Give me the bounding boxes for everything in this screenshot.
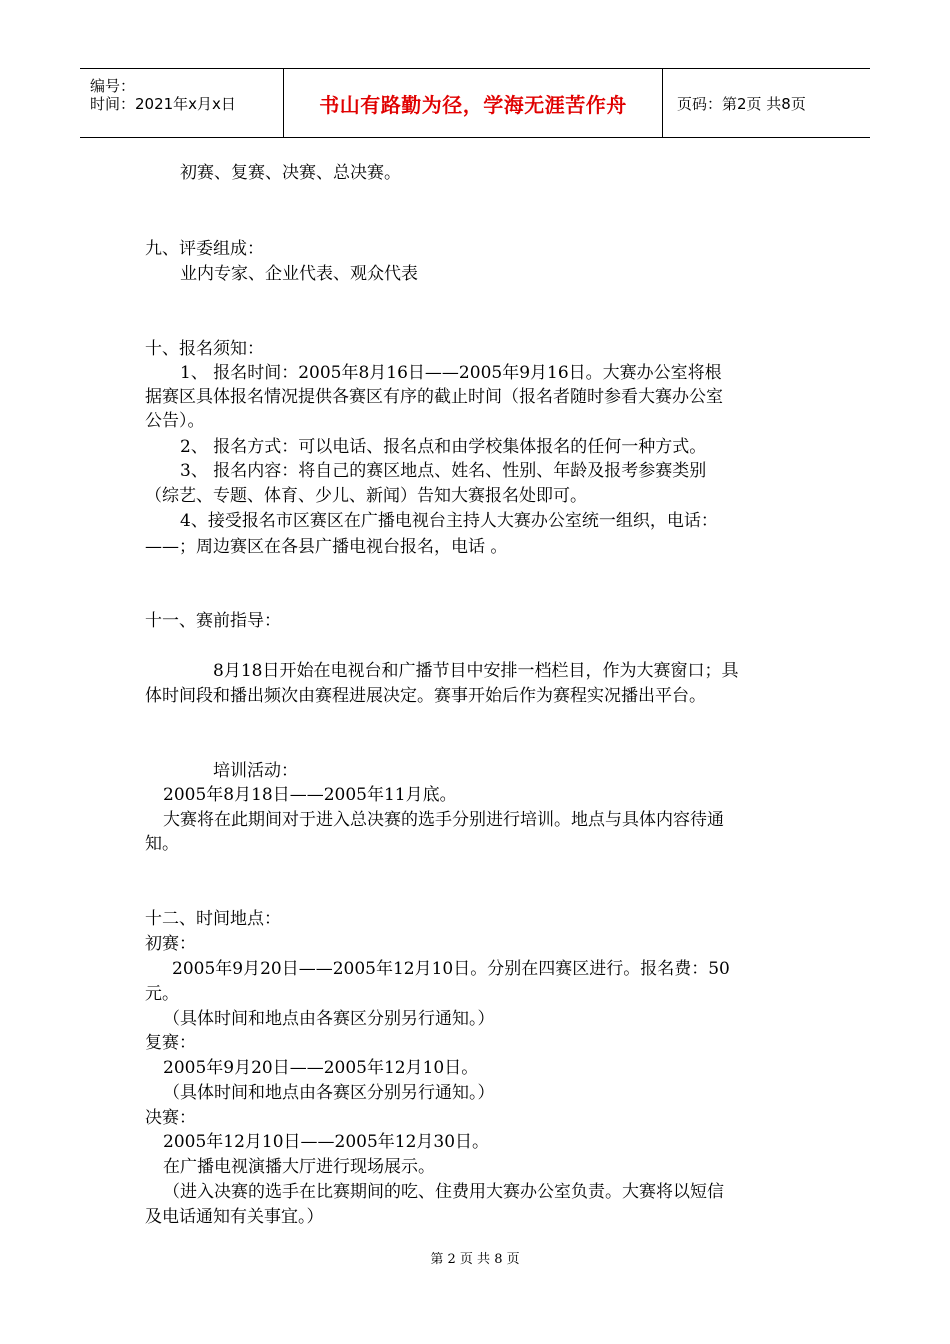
motto-text: 书山有路勤为径，学海无涯苦作舟 bbox=[319, 92, 627, 117]
paragraph-line: 2、 报名方式：可以电话、报名点和由学校集体报名的任何一种方式。 bbox=[180, 437, 707, 457]
paragraph-line: 4、接受报名市区赛区在广播电视台主持人大赛办公室统一组织，电话： bbox=[180, 511, 718, 531]
paragraph-line: 大赛将在此期间对于进入总决赛的选手分别进行培训。地点与具体内容待通 bbox=[163, 810, 724, 830]
paragraph-line: （进入决赛的选手在比赛期间的吃、住费用大赛办公室负责。大赛将以短信 bbox=[163, 1182, 724, 1202]
paragraph-line: 1、 报名时间：2005年8月16日——2005年9月16日。大赛办公室将根 bbox=[180, 363, 722, 383]
paragraph-line: 在广播电视演播大厅进行现场展示。 bbox=[163, 1157, 435, 1177]
paragraph-line: ——；周边赛区在各县广播电视台报名，电话 。 bbox=[145, 537, 508, 557]
paragraph-line: （具体时间和地点由各赛区分别另行通知。） bbox=[163, 1083, 495, 1103]
page-header bbox=[80, 68, 870, 138]
date-line: 时间：2021年x月x日 bbox=[90, 95, 236, 113]
paragraph-line: 知。 bbox=[145, 834, 179, 854]
subheading: 初赛： bbox=[145, 934, 196, 954]
header-meta-cell bbox=[80, 69, 284, 137]
paragraph-line: 8月18日开始在电视台和广播节目中安排一档栏目，作为大赛窗口；具 bbox=[213, 661, 739, 681]
paragraph-line: 元。 bbox=[145, 984, 179, 1004]
section-heading: 九、评委组成： bbox=[145, 239, 264, 259]
paragraph-line: 3、 报名内容：将自己的赛区地点、姓名、性别、年龄及报考参赛类别 bbox=[180, 461, 707, 481]
paragraph-line: 体时间段和播出频次由赛程进展决定。赛事开始后作为赛程实况播出平台。 bbox=[145, 686, 706, 706]
section-heading: 十、报名须知： bbox=[145, 339, 264, 359]
motto-cell bbox=[284, 69, 663, 137]
paragraph-line: 及电话通知有关事宜。） bbox=[145, 1207, 324, 1227]
paragraph-line: 据赛区具体报名情况提供各赛区有序的截止时间（报名者随时参看大赛办公室 bbox=[145, 387, 723, 407]
paragraph-line: 2005年8月18日——2005年11月底。 bbox=[163, 785, 457, 805]
paragraph-line: 2005年9月20日——2005年12月10日。分别在四赛区进行。报名费：50 bbox=[172, 959, 730, 979]
page-info: 页码：第2页 共8页 bbox=[677, 94, 806, 113]
paragraph-line: 初赛、复赛、决赛、总决赛。 bbox=[180, 163, 401, 183]
page-info-cell bbox=[663, 69, 870, 137]
paragraph-line: 业内专家、企业代表、观众代表 bbox=[180, 264, 418, 284]
paragraph-line: 2005年12月10日——2005年12月30日。 bbox=[163, 1132, 490, 1152]
section-heading: 十一、赛前指导： bbox=[145, 611, 281, 631]
paragraph-line: （综艺、专题、体育、少儿、新闻）告知大赛报名处即可。 bbox=[145, 486, 587, 506]
section-heading: 十二、时间地点： bbox=[145, 909, 281, 929]
subheading: 复赛： bbox=[145, 1033, 196, 1053]
paragraph-line: 公告）。 bbox=[145, 411, 205, 431]
paragraph-line: 2005年9月20日——2005年12月10日。 bbox=[163, 1058, 479, 1078]
number-label: 编号： bbox=[90, 77, 136, 95]
page-footer: 第 2 页 共 8 页 bbox=[430, 1252, 520, 1267]
subheading: 决赛： bbox=[145, 1108, 196, 1128]
subheading: 培训活动： bbox=[213, 761, 298, 781]
paragraph-line: （具体时间和地点由各赛区分别另行通知。） bbox=[163, 1009, 495, 1029]
